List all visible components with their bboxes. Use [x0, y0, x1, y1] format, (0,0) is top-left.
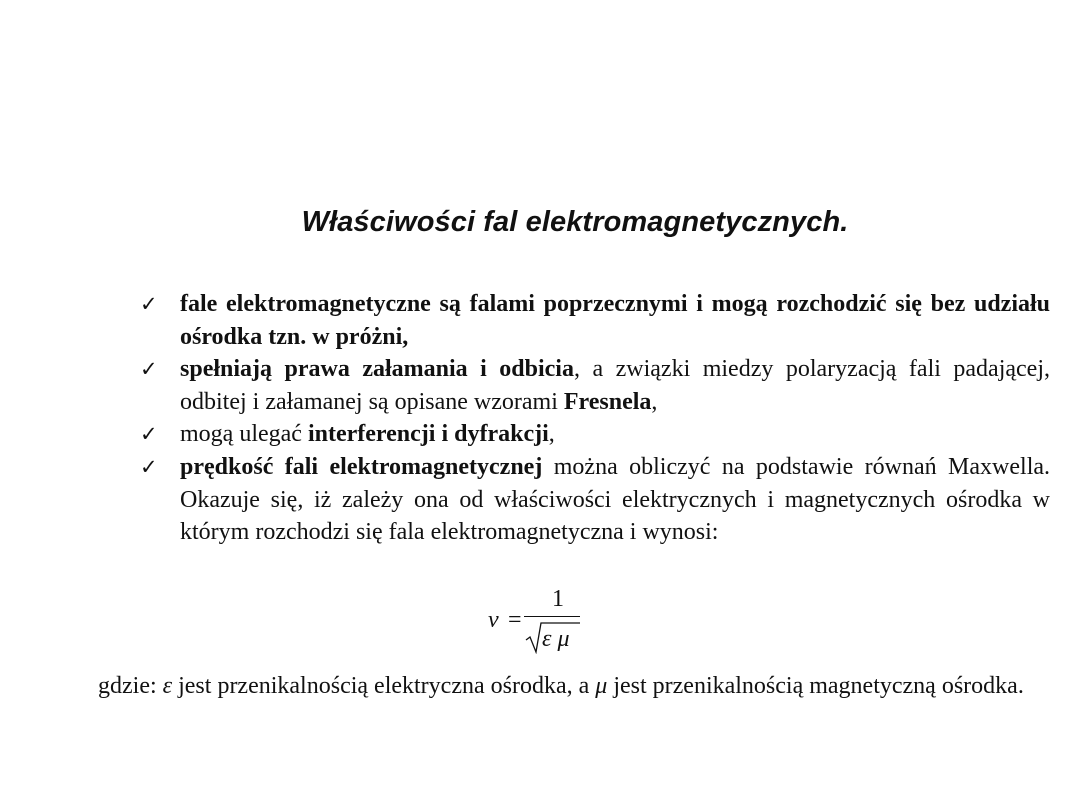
bullet-bold-text: prędkość fali elektromagnetycznej [180, 453, 543, 480]
footer-text: gdzie: [98, 673, 163, 699]
checkmark-icon: ✓ [140, 357, 158, 382]
bullet-text: można obliczyć na podstawie równań Maxwella. Okazuje się, iż zależy ona od właściwości elektrycznych i magnetycznych ośrodka w którym rozchodzi się fala elektromagnetyczna i wynosi: [180, 453, 1051, 546]
formula-equals: = [508, 607, 522, 633]
bullet-bold-text: fale elektromagnetyczne są falami poprzecznymi i mogą rozchodzić się bez udziału ośrodka tzn. w próżni, [180, 291, 1050, 350]
footer-paragraph [16, 670, 1050, 703]
list-item [140, 288, 1050, 353]
denominator-text: ε μ [542, 626, 570, 652]
footer-text: jest przenikalnością magnetyczną ośrodka. [607, 673, 1024, 699]
mu-symbol: μ [595, 673, 608, 699]
formula-denominator [524, 620, 580, 654]
formula-numerator: 1 [552, 586, 564, 612]
bullet-bold-text: interferencji i dyfrakcji [307, 421, 549, 448]
checkmark-icon: ✓ [140, 292, 158, 316]
page-title: Właściwości fal elektromagnetycznych. [301, 206, 849, 238]
list-item [140, 353, 1050, 418]
fraction-line [524, 616, 580, 617]
formula-lhs: v [488, 607, 499, 633]
velocity-formula [488, 586, 598, 666]
bullet-list [140, 288, 1050, 549]
checkmark-icon: ✓ [140, 422, 158, 447]
list-item [140, 418, 1050, 451]
bullet-bold-text: Fresnela [563, 388, 652, 415]
bullet-text: , a związki miedzy polaryzacją fali padającej, odbitej i załamanej są opisane wzorami [180, 356, 1050, 415]
bullet-bold-text: spełniają prawa załamania i odbicia [180, 356, 574, 383]
list-item [140, 451, 1050, 549]
footer-text: jest przenikalnością elektryczna ośrodka, a [172, 673, 596, 699]
checkmark-icon: ✓ [140, 454, 158, 479]
bullet-text: , [548, 421, 555, 448]
bullet-text: mogą ulegać [180, 421, 308, 448]
bullet-text: , [651, 388, 658, 415]
epsilon-symbol: ε [162, 673, 173, 699]
